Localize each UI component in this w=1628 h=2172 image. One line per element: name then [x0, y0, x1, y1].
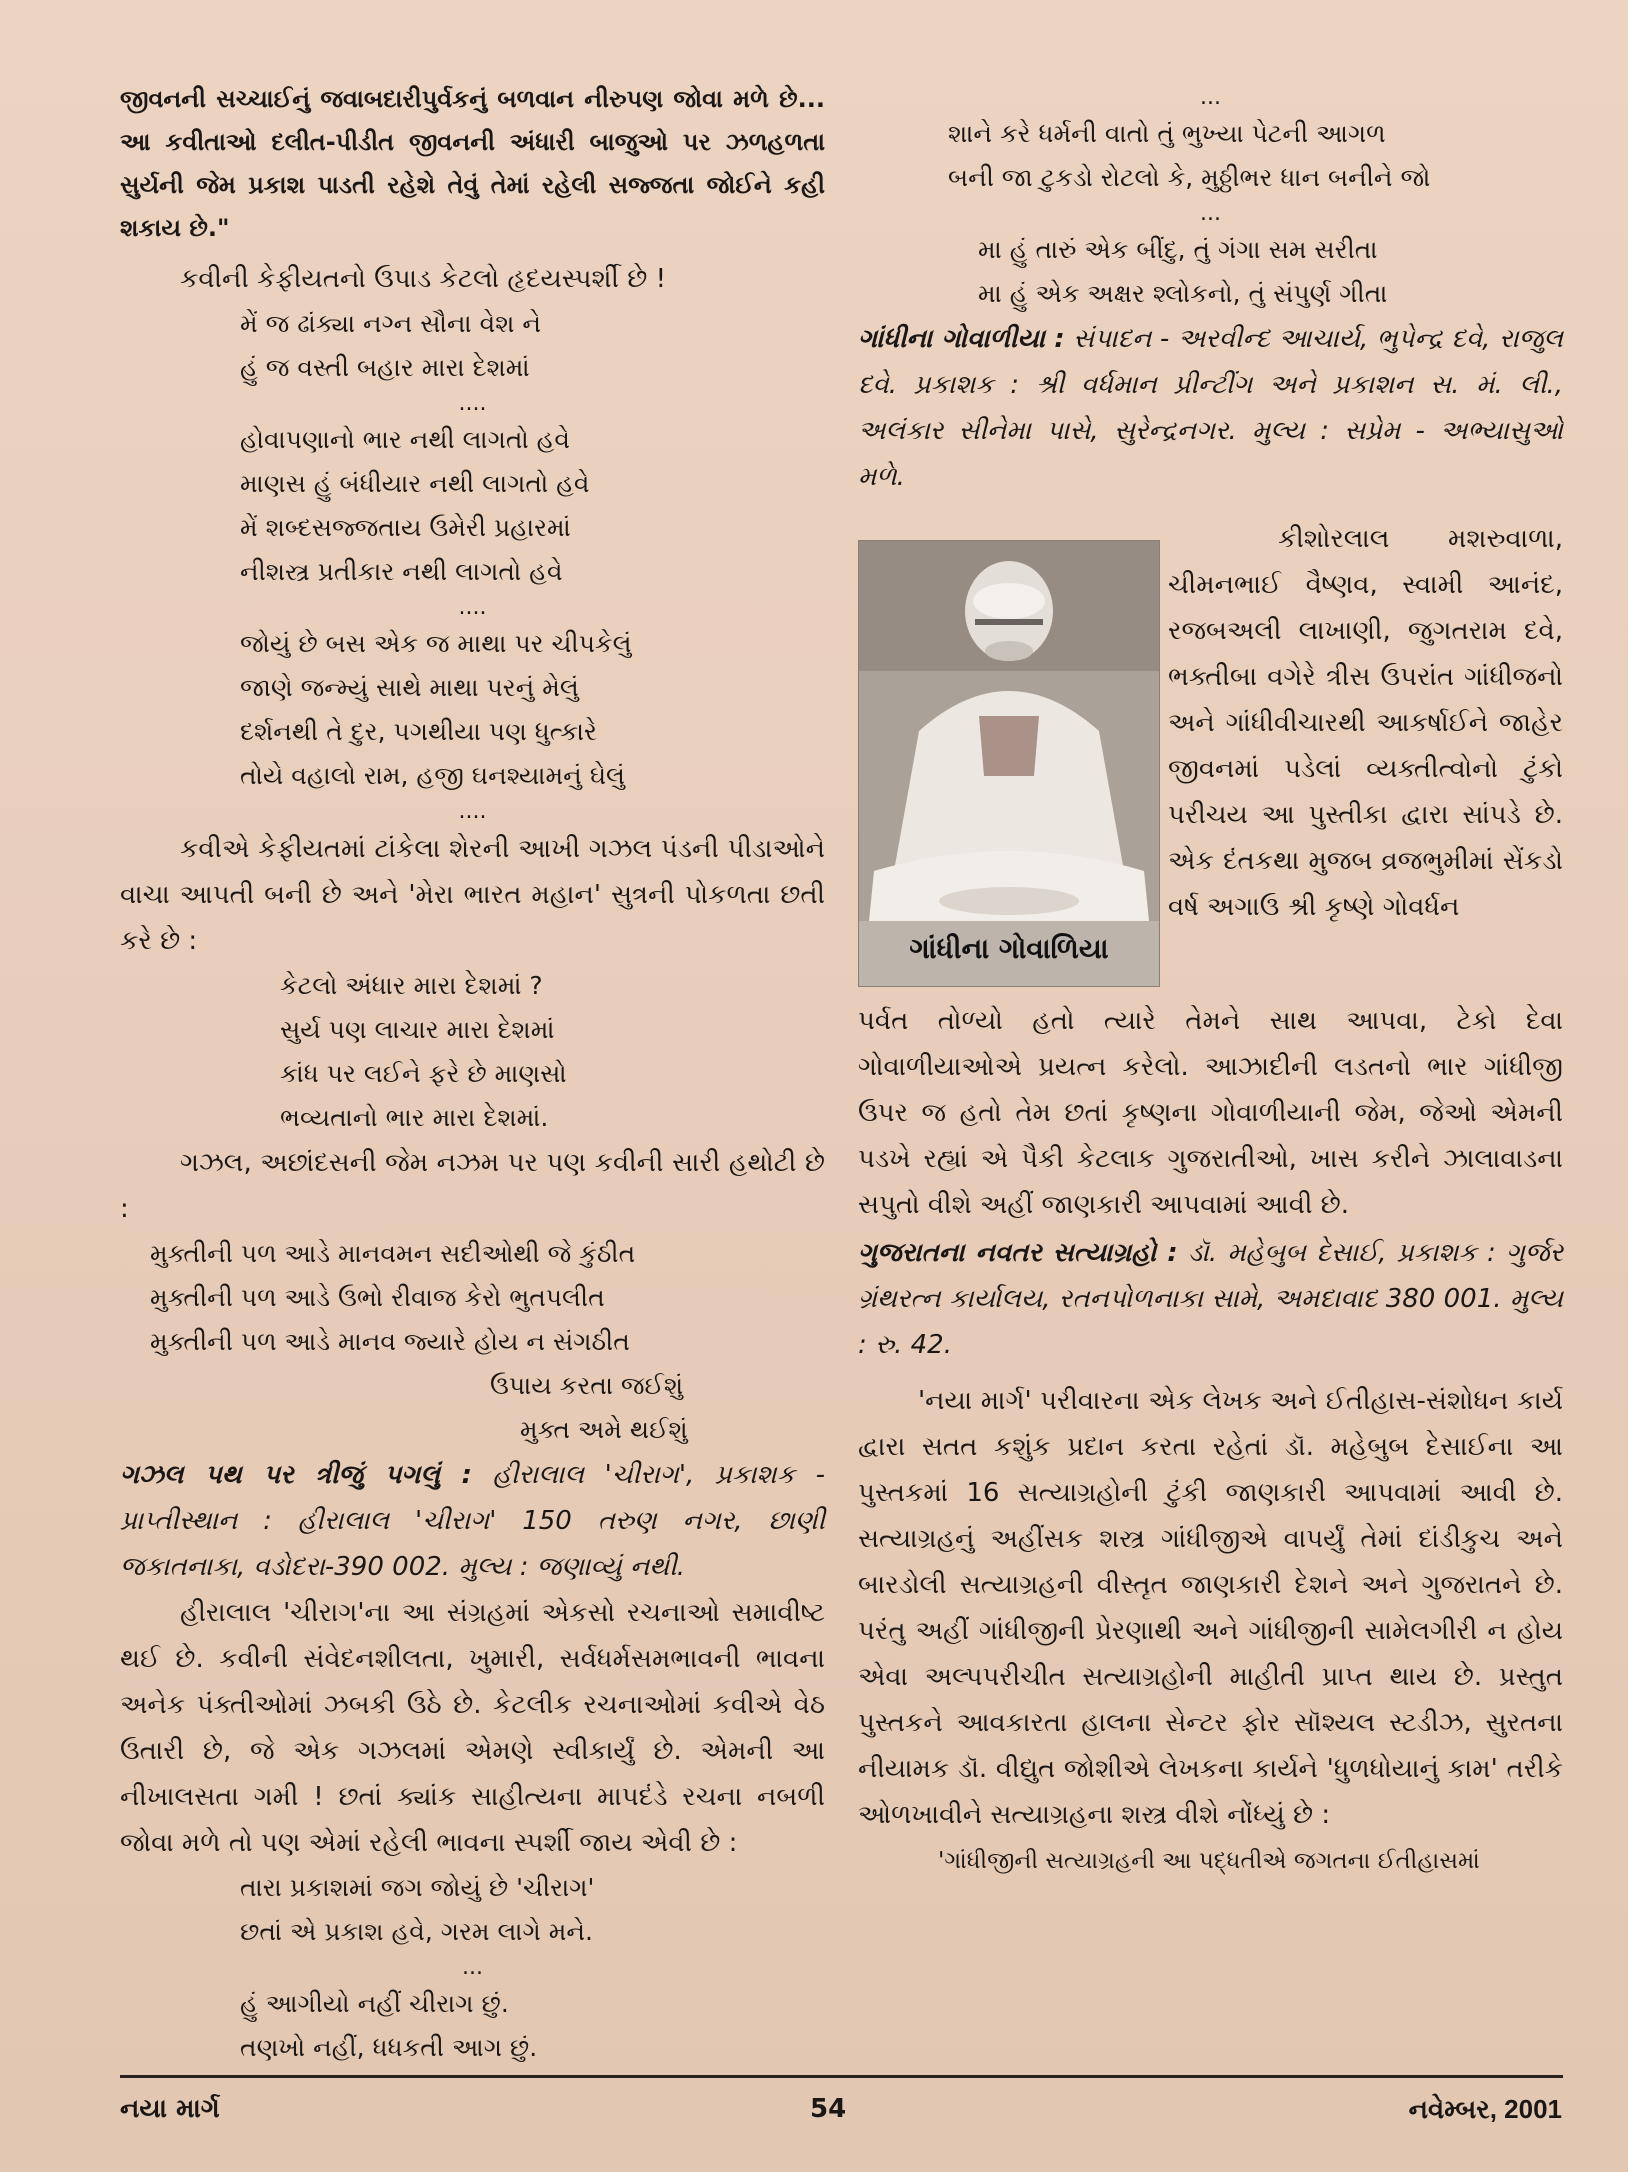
paragraph: હીરાલાલ 'ચીરાગ'ના આ સંગ્રહમાં એકસો રચનાઓ સમાવીષ્ટ થઈ છે. કવીની સંવેદનશીલતા, ખુમારી, સર્વધર્મસમભાવની ભાવના અનેક પંક્તીઓમાં ઝબકી ઉઠે છે. કેટલીક રચનાઓમાં કવીએ વેઠ ઉતારી છે, જે એક ગઝલમાં એમણે સ્વીકાર્યું છે. એમની આ નીખાલસતા ગમી ! છતાં ક્યાંક સાહીત્યના માપદંડે રચના નબળી જોવા મળે તો પણ એમાં રહેલી ભાવના સ્પર્શી જાય એવી છે : [120, 1598, 825, 1858]
book-info: સંપાદન - અરવીન્દ આચાર્ય, ભુપેન્દ્ર દવે, રાજુલ દવે. પ્રકાશક : શ્રી વર્ધમાન પ્રીન્ટીંગ અને પ્રકાશન સ. મં. લી., અલંકાર સીનેમા પાસે, સુરેન્દ્રનગર. મુલ્ય : સપ્રેમ - અભ્યાસુઓ મળે. [858, 324, 1564, 492]
poem-line: મા હું એક અક્ષર શ્લોકનો, તું સંપુર્ણ ગીતા [978, 279, 1388, 308]
ellipsis: .... [458, 595, 487, 620]
poem-line: કાંધ પર લઈને ફરે છે માણસો [280, 1059, 567, 1088]
poem-stanza [120, 964, 825, 1140]
ellipsis: ... [1200, 201, 1221, 226]
poem-line: મુક્તીની પળ આડે માનવમન સદીઓથી જે કુંઠીત [150, 1239, 636, 1268]
issue-date: નવેમ્બર, 2001 [1408, 2094, 1562, 2124]
paragraph: 'નયા માર્ગ' પરીવારના એક લેખક અને ઈતીહાસ-સંશોધન કાર્ય દ્વારા સતત કશુંક પ્રદાન કરતા રહેતાં ડૉ. મહેબુબ દેસાઈના આ પુસ્તકમાં 16 સત્યાગ્રહોની ટુંકી જાણકારી આપવામાં આવી છે. સત્યાગ્રહનું અહીંસક શસ્ત્ર ગાંધીજીએ વાપર્યું તેમાં દાંડીકુચ અને બારડોલી સત્યાગ્રહની વીસ્તૃત જાણકારી દેશને અને ગુજરાતને છે. પરંતુ અહીં ગાંધીજીની પ્રેરણાથી અને ગાંધીજીની સામેલગીરી ન હોય એવા અલ્પપરીચીત સત્યાગ્રહોની માહીતી પ્રાપ્ત થાય છે. પ્રસ્તુત પુસ્તકને આવકારતા હાલના સેન્ટર ફોર સૉશ્યલ સ્ટડીઝ, સુરતના નીયામક ડૉ. વીદ્યુત જોશીએ લેખકના કાર્યને 'ધુળધોયાનું કામ' તરીકે ઓળખાવીને સત્યાગ્રહના શસ્ત્ર વીશે નોંધ્યું છે : [858, 1386, 1563, 1830]
poem-stanza [120, 1232, 825, 1452]
ellipsis: .... [458, 799, 487, 824]
poem-line: તોયે વહાલો રામ, હજી ઘનશ્યામનું ઘેલું [240, 761, 625, 790]
poem-stanza [858, 228, 1563, 316]
photo-caption: ગાંધીના ગોવાળિયા [909, 932, 1109, 965]
paragraph: કવીની કેફીયતનો ઉપાડ કેટલો હૃદયસ્પર્શી છે ! [180, 264, 667, 294]
book-title: ગુજરાતના નવતર સત્યાગ્રહો : [858, 1238, 1178, 1268]
poem-line: હું આગીયો નહીં ચીરાગ છું. [240, 1989, 509, 2018]
ellipsis: ... [462, 1955, 483, 1980]
poem-line: માણસ હું બંધીયાર નથી લાગતો હવે [240, 469, 590, 498]
poem-stanza [120, 1866, 825, 1954]
book-review-heading [858, 1230, 1563, 1368]
paragraph: ગઝલ, અછાંદસની જેમ નઝમ પર પણ કવીની સારી હથોટી છે : [120, 1148, 825, 1224]
poem-line: બની જા ટુકડો રોટલો કે, મુઠ્ઠીભર ધાન બનીને જો [948, 163, 1431, 192]
book-review-heading [858, 316, 1563, 500]
poem-line: મા હું તારું એક બીંદુ, તું ગંગા સમ સરીતા [978, 235, 1378, 264]
poem-line: હોવાપણાનો ભાર નથી લાગતો હવે [240, 425, 570, 454]
poem-line: હું જ વસ્તી બહાર મારા દેશમાં [240, 353, 530, 382]
page-number: 54 [810, 2094, 847, 2124]
poem-line: ભવ્યતાનો ભાર મારા દેશમાં. [280, 1103, 549, 1132]
book-info: ડૉ. મહેબુબ દેસાઈ, પ્રકાશક : ગુર્જર ગ્રંથરત્ન કાર્યાલય, રતનપોળનાકા સામે, અમદાવાદ 380 001. મુલ્ય : રુ. 42. [858, 1238, 1564, 1360]
paragraph: કીશોરલાલ મશરુવાળા, ચીમનભાઈ વૈષ્ણવ, સ્વામી આનંદ, રજબઅલી લાખાણી, જુગતરામ દવે, ભક્તીબા વગેરે ત્રીસ ઉપરાંત ગાંધીજનો અને ગાંધીવીચારથી આકર્ષાઈને જાહેર જીવનમાં પડેલાં વ્યક્તીત્વોનો ટુંકો પરીચય આ પુસ્તીકા દ્વારા સાંપડે છે. એક દંતકથા મુજબ વ્રજભુમીમાં સેંકડો વર્ષ અગાઉ શ્રી કૃષ્ણે ગોવર્ધન [1168, 524, 1563, 922]
poem-line: સુર્ય પણ લાચાર મારા દેશમાં [280, 1015, 555, 1044]
poem-stanza [120, 622, 825, 798]
book-review-heading [120, 1452, 825, 1590]
right-column-bottom [858, 998, 1563, 1884]
paragraph: પર્વત તોળ્યો હતો ત્યારે તેમને સાથ આપવા, ટેકો દેવા ગોવાળીયાઓએ પ્રયત્ન કરેલો. આઝાદીની લડતનો ભાર ગાંધીજી ઉપર જ હતો તેમ છતાં કૃષ્ણના ગોવાળીયાની જેમ, જેઓ એમની પડખે રહ્યાં એ પૈકી કેટલાક ગુજરાતીઓ, ખાસ કરીને ઝાલાવાડના સપુતો વીશે અહીં જાણકારી આપવામાં આવી છે. [858, 1006, 1563, 1220]
poem-line: જોયું છે બસ એક જ માથા પર ચીપકેલું [240, 629, 632, 658]
poem-line: છતાં એ પ્રકાશ હવે, ગરમ લાગે મને. [240, 1917, 593, 1946]
ellipsis: ... [1200, 85, 1221, 110]
left-column [120, 78, 825, 2070]
paragraph: કવીએ કેફીયતમાં ટાંકેલા શેરની આખી ગઝલ પંડની પીડાઓને વાચા આપતી બની છે અને 'મેરા ભારત મહાન' સુત્રની પોકળતા છતી કરે છે : [120, 834, 825, 956]
poem-line: નીશસ્ત્ર પ્રતીકાર નથી લાગતો હવે [240, 557, 563, 586]
poem-line: ઉપાય કરતા જઈશું [490, 1371, 684, 1400]
poem-stanza [858, 112, 1563, 200]
magazine-name: નયા માર્ગ [120, 2094, 220, 2124]
poem-stanza [120, 302, 825, 390]
poem-stanza [120, 1982, 825, 2070]
gandhi-photo [858, 540, 1160, 987]
poem-line: મુક્ત અમે થઈશું [520, 1415, 688, 1444]
seated-figure-illustration [859, 541, 1159, 986]
poem-line: મુક્તીની પળ આડે માનવ જ્યારે હોય ન સંગઠીત [150, 1327, 630, 1356]
poem-line: મુક્તીની પળ આડે ઉભો રીવાજ કેરો ભુતપલીત [150, 1283, 605, 1312]
poem-line: મેં જ ઢાંક્યા નગ્ન સૌના વેશ ને [240, 309, 542, 338]
right-column-top [858, 84, 1563, 500]
poem-line: તણખો નહીં, ધધકતી આગ છું. [240, 2033, 538, 2062]
ellipsis: .... [458, 391, 487, 416]
poem-line: તારા પ્રકાશમાં જગ જોયું છે 'ચીરાગ' [240, 1873, 595, 1902]
text-beside-photo [1168, 516, 1563, 930]
poem-line: શાને કરે ધર્મની વાતો તું ભુખ્યા પેટની આગળ [948, 119, 1386, 148]
poem-line: જાણે જન્મ્યું સાથે માથા પરનું મેલું [240, 673, 579, 702]
poem-line: કેટલો અંધાર મારા દેશમાં ? [280, 971, 543, 1000]
book-title: ગઝલ પથ પર ત્રીજું પગલું : [120, 1460, 472, 1490]
book-info: હીરાલાલ 'ચીરાગ', પ્રકાશક - પ્રાપ્તીસ્થાન : હીરાલાલ 'ચીરાગ' 150 તરુણ નગર, છાણી જકાતનાકા, વડોદરા-390 002. મુલ્ય : જણાવ્યું નથી. [120, 1460, 826, 1582]
book-title: ગાંધીના ગોવાળીયા : [858, 324, 1065, 354]
poem-stanza [120, 418, 825, 594]
poem-line: દર્શનથી તે દુર, પગથીયા પણ ધુત્કારે [240, 717, 597, 746]
intro-paragraph: જીવનની સચ્ચાઈનું જવાબદારીપુર્વકનું બળવાન નીરુપણ જોવા મળે છે... આ કવીતાઓ દલીત-પીડીત જીવનની અંધારી બાજુઓ પર ઝળહળતા સુર્યની જેમ પ્રકાશ પાડતી રહેશે તેવું તેમાં રહેલી સજ્જતા જોઈને કહી શકાય છે." [120, 85, 825, 242]
poem-line: મેં શબ્દસજ્જતાય ઉમેરી પ્રહારમાં [240, 513, 571, 542]
quote: 'ગાંધીજીની સત્યાગ્રહની આ પદ્ધતીએ જગતના ઈતીહાસમાં [938, 1848, 1480, 1874]
footer-divider [120, 2075, 1563, 2078]
